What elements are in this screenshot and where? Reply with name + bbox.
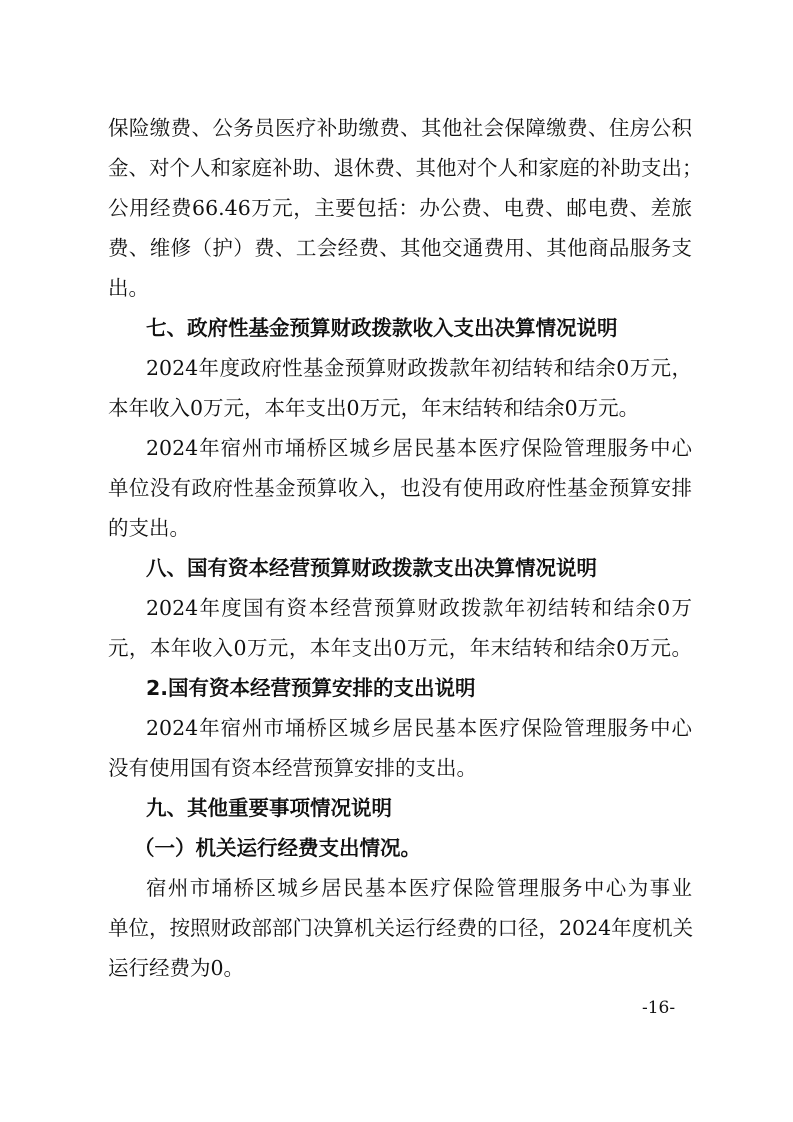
section-heading-7: 七、政府性基金预算财政拨款收入支出决算情况说明	[146, 316, 618, 340]
body-text-line: 单位，按照财政部部门决算机关运行经费的口径，2024年度机关	[108, 916, 694, 940]
body-text-line: 宿州市埇桥区城乡居民基本医疗保险管理服务中心为事业	[146, 876, 692, 900]
body-text-line: 公用经费66.46万元，主要包括：办公费、电费、邮电费、差旅	[108, 196, 692, 220]
body-text-line: 保险缴费、公务员医疗补助缴费、其他社会保障缴费、住房公积	[108, 116, 692, 140]
body-text-line: 单位没有政府性基金预算收入，也没有使用政府性基金预算安排	[108, 476, 692, 500]
page-number: -16-	[642, 998, 676, 1018]
body-text-line: 2024年度政府性基金预算财政拨款年初结转和结余0万元，	[146, 356, 692, 380]
body-text-line: 元，本年收入0万元，本年支出0万元，年末结转和结余0万元。	[108, 636, 692, 660]
document-body	[108, 108, 703, 988]
body-text-line: 金、对个人和家庭补助、退休费、其他对个人和家庭的补助支出；	[108, 156, 703, 180]
body-text-line: 2024年宿州市埇桥区城乡居民基本医疗保险管理服务中心	[146, 716, 692, 740]
subsection-heading-1: （一）机关运行经费支出情况。	[134, 836, 421, 860]
subsection-heading-2: 2.国有资本经营预算安排的支出说明	[146, 676, 476, 700]
body-text-line: 费、维修（护）费、工会经费、其他交通费用、其他商品服务支	[108, 236, 692, 260]
body-text-line: 运行经费为0。	[108, 956, 245, 980]
body-text-line: 2024年宿州市埇桥区城乡居民基本医疗保险管理服务中心	[146, 436, 692, 460]
body-text-line: 本年收入0万元，本年支出0万元，年末结转和结余0万元。	[108, 396, 640, 420]
section-heading-8: 八、国有资本经营预算财政拨款支出决算情况说明	[146, 556, 597, 580]
section-heading-9: 九、其他重要事项情况说明	[146, 796, 392, 820]
body-text-line: 出。	[108, 276, 149, 300]
body-text-line: 没有使用国有资本经营预算安排的支出。	[108, 756, 477, 780]
body-text-line: 2024年度国有资本经营预算财政拨款年初结转和结余0万	[146, 596, 692, 620]
body-text-line: 的支出。	[108, 516, 190, 540]
